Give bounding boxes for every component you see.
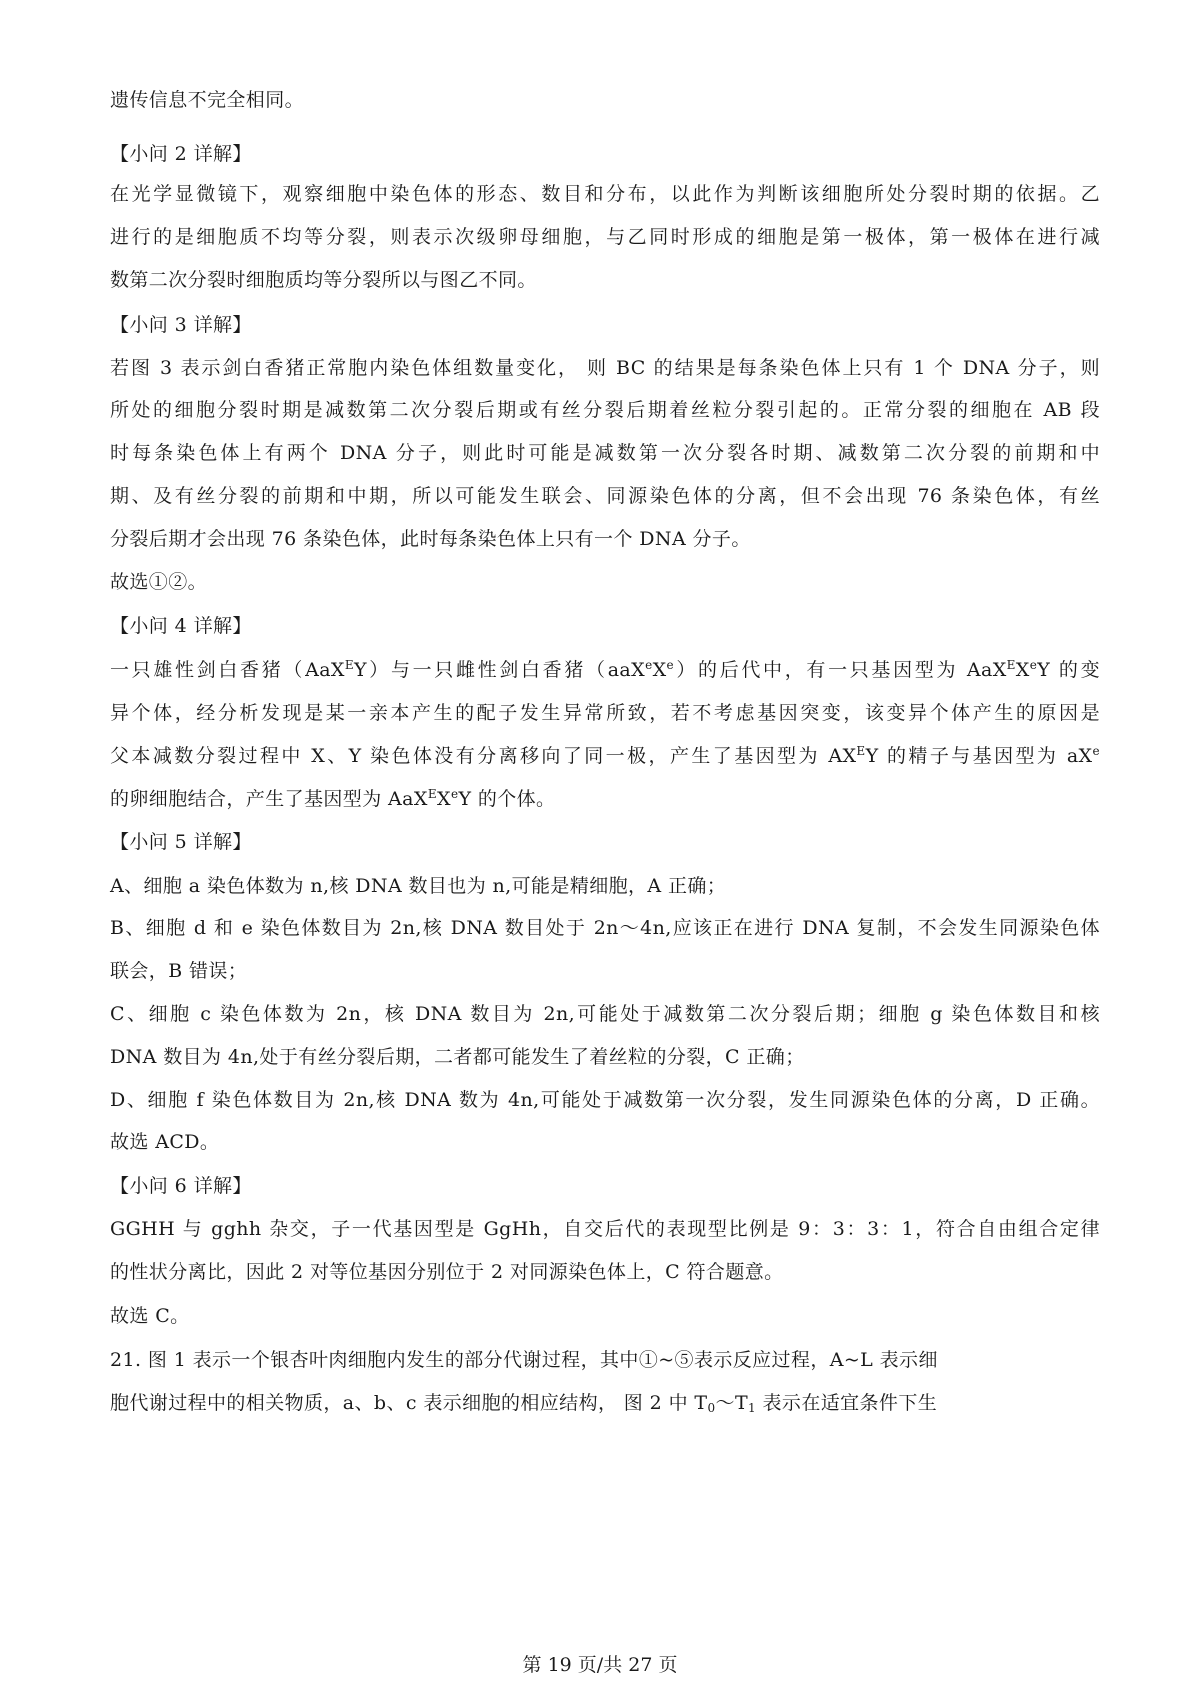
- text-line: 遗传信息不完全相同。: [110, 89, 305, 111]
- text-line: 一只雄性剑白香猪（AaX$^E$Y）与一只雌性剑白香猪（aaX$^e$Xe）的后代中，有一只基因型为 AaX$^E$XeY 的变: [110, 658, 1100, 681]
- text-line: 异个体，经分析发现是某一亲本产生的配子发生异常所致，若不考虑基因突变，该变异个体产生的原因是: [110, 702, 1100, 724]
- text-line: 数第二次分裂时细胞质均等分裂所以与图乙不同。: [110, 269, 537, 291]
- question-text: 胞代谢过程中的相关物质，a、b、c 表示细胞的相应结构， 图 2 中 $T_0\sim T_1$ 表示在适宜条件下生: [110, 1392, 938, 1415]
- question-text: 21. 图 1 表示一个银杏叶肉细胞内发生的部分代谢过程，其中①~⑤表示反应过程，A~L 表示细: [110, 1349, 938, 1371]
- text-line: 的卵细胞结合，产生了基因型为 AaX$^E$XeY 的个体。: [110, 787, 556, 810]
- section-heading: 【小问 2 详解】: [110, 143, 252, 165]
- page-footer: 第 19 页/共 27 页: [522, 1654, 678, 1676]
- text-line: 父本减数分裂过程中 X、Y 染色体没有分离移向了同一极，产生了基因型为 $AX^EY$ 的精子与基因型为 $aX^e$: [110, 744, 1100, 767]
- text-line: D、细胞 f 染色体数目为 2n,核 DNA 数为 4n,可能处于减数第一次分裂，发生同源染色体的分离，D 正确。: [110, 1089, 1100, 1111]
- text-line: 联会，B 错误；: [110, 960, 248, 982]
- section-heading: 【小问 6 详解】: [110, 1175, 252, 1197]
- text-line: 期、及有丝分裂的前期和中期，所以可能发生联会、同源染色体的分离，但不会出现 76 条染色体，有丝: [110, 485, 1100, 507]
- text-line: 若图 3 表示剑白香猪正常胞内染色体组数量变化， 则 BC 的结果是每条染色体上只有 1 个 DNA 分子，则: [110, 357, 1100, 379]
- text-line: A、细胞 a 染色体数为 n,核 DNA 数目也为 n,可能是精细胞，A 正确；: [110, 875, 727, 897]
- text-line: GGHH 与 gghh 杂交，子一代基因型是 GgHh，自交后代的表现型比例是 9：3：3：1，符合自由组合定律: [110, 1218, 1100, 1240]
- text-line: 时每条染色体上有两个 DNA 分子，则此时可能是减数第一次分裂各时期、减数第二次分裂的前期和中: [110, 442, 1100, 464]
- text-line: 在光学显微镜下，观察细胞中染色体的形态、数目和分布，以此作为判断该细胞所处分裂时期的依据。乙: [110, 183, 1100, 205]
- text-line: 分裂后期才会出现 76 条染色体，此时每条染色体上只有一个 DNA 分子。: [110, 528, 751, 550]
- section-heading: 【小问 4 详解】: [110, 615, 252, 637]
- section-heading: 【小问 5 详解】: [110, 831, 252, 853]
- text-line: 进行的是细胞质不均等分裂，则表示次级卵母细胞，与乙同时形成的细胞是第一极体，第一极体在进行减: [110, 226, 1100, 248]
- text-line: 所处的细胞分裂时期是减数第二次分裂后期或有丝分裂后期着丝粒分裂引起的。正常分裂的细胞在 AB 段: [110, 399, 1100, 421]
- text-line: C、细胞 c 染色体数为 2n，核 DNA 数目为 2n,可能处于减数第二次分裂后期；细胞 g 染色体数目和核: [110, 1003, 1100, 1025]
- section-heading: 【小问 3 详解】: [110, 314, 252, 336]
- text-line: B、细胞 d 和 e 染色体数目为 2n,核 DNA 数目处于 2n～4n,应该正在进行 DNA 复制，不会发生同源染色体: [110, 917, 1100, 939]
- text-line: 故选 ACD。: [110, 1131, 220, 1153]
- text-line: DNA 数目为 4n,处于有丝分裂后期，二者都可能发生了着丝粒的分裂，C 正确；: [110, 1046, 805, 1068]
- text-line: 的性状分离比，因此 2 对等位基因分别位于 2 对同源染色体上，C 符合题意。: [110, 1261, 784, 1283]
- text-line: 故选①②。: [110, 571, 208, 593]
- text-line: 故选 C。: [110, 1305, 190, 1327]
